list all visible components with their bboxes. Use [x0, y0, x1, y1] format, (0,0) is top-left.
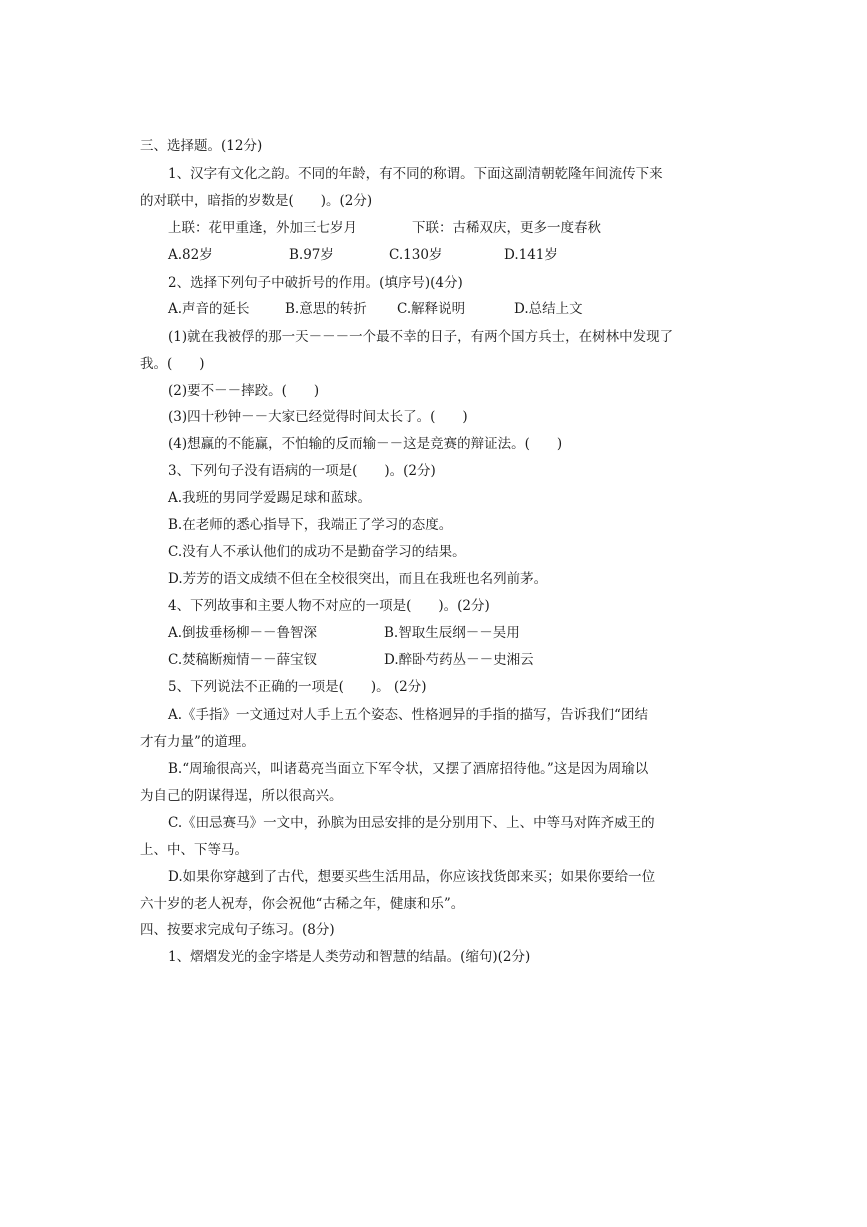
q3-stem: 3、下列句子没有语病的一项是( )。(2分): [168, 463, 436, 479]
q2-option-b: B.意思的转折: [285, 301, 367, 317]
q5-option-b-line1: B.“周瑜很高兴，叫诸葛亮当面立下军令状，又摆了酒席招待他。”这是因为周瑜以: [168, 761, 649, 777]
q5-option-a-line1: A.《手指》一文通过对人手上五个姿态、性格迥异的手指的描写，告诉我们“团结: [168, 707, 648, 723]
q5-stem: 5、下列说法不正确的一项是( )。 (2分): [168, 679, 427, 695]
q2-sentence1-line1: (1)就在我被俘的那一天－－－一个最不幸的日子，有两个国方兵士，在树林中发现了: [168, 329, 674, 345]
couplet-upper: 上联：花甲重逢，外加三七岁月: [168, 220, 357, 236]
q2-option-c: C.解释说明: [397, 301, 466, 317]
q4-stem: 4、下列故事和主要人物不对应的一项是( )。(2分): [168, 598, 490, 614]
q2-sentence4: (4)想赢的不能赢，不怕输的反而输－－这是竞赛的辩证法。( ): [168, 436, 563, 452]
q1-option-d: D.141岁: [504, 247, 558, 263]
q5-option-c-line2: 上、中、下等马。: [140, 842, 248, 858]
q2-option-d: D.总结上文: [514, 301, 583, 317]
q5-option-c-line1: C.《田忌赛马》一文中，孙膑为田忌安排的是分别用下、上、中等马对阵齐威王的: [168, 815, 655, 831]
couplet-lower: 下联：古稀双庆，更多一度春秋: [412, 220, 601, 236]
q1-stem-line2: 的对联中，暗指的岁数是( )。(2分): [140, 193, 373, 209]
section4-heading: 四、按要求完成句子练习。(8分): [140, 922, 335, 938]
q2-sentence1-line2: 我。( ): [140, 356, 205, 372]
q3-option-b: B.在老师的悉心指导下，我端正了学习的态度。: [168, 517, 453, 533]
section4-q1: 1、熠熠发光的金字塔是人类劳动和智慧的结晶。(缩句)(2分): [168, 949, 531, 965]
q5-option-d-line2: 六十岁的老人祝寿，你会祝他“古稀之年，健康和乐”。: [140, 896, 465, 912]
q5-option-a-line2: 才有力量”的道理。: [140, 734, 255, 750]
q4-option-b: B.智取生辰纲－－吴用: [384, 625, 520, 641]
q3-option-c: C.没有人不承认他们的成功不是勤奋学习的结果。: [168, 544, 466, 560]
q1-option-c: C.130岁: [389, 247, 443, 263]
q1-option-b: B.97岁: [289, 247, 334, 263]
q2-sentence2: (2)要不－－摔跤。( ): [168, 383, 320, 399]
q4-option-a: A.倒拔垂杨柳－－鲁智深: [168, 625, 318, 641]
q3-option-d: D.芳芳的语文成绩不但在全校很突出，而且在我班也名列前茅。: [168, 571, 548, 587]
q1-stem-line1: 1、汉字有文化之韵。不同的年龄，有不同的称谓。下面这副清朝乾隆年间流传下来: [168, 166, 663, 182]
q3-option-a: A.我班的男同学爱踢足球和蓝球。: [168, 490, 372, 506]
q5-option-d-line1: D.如果你穿越到了古代，想要买些生活用品，你应该找货郎来买；如果你要给一位: [168, 869, 656, 885]
q2-option-a: A.声音的延长: [168, 301, 250, 317]
q4-option-d: D.醉卧芍药丛－－史湘云: [384, 652, 534, 668]
q5-option-b-line2: 为自己的阴谋得逞，所以很高兴。: [140, 788, 343, 804]
q2-sentence3: (3)四十秒钟－－大家已经觉得时间太长了。( ): [168, 409, 468, 425]
q1-option-a: A.82岁: [168, 247, 213, 263]
section3-heading: 三、选择题。(12分): [140, 138, 263, 154]
q2-stem: 2、选择下列句子中破折号的作用。(填序号)(4分): [168, 275, 463, 291]
q4-option-c: C.焚稿断痴情－－薛宝钗: [168, 652, 318, 668]
